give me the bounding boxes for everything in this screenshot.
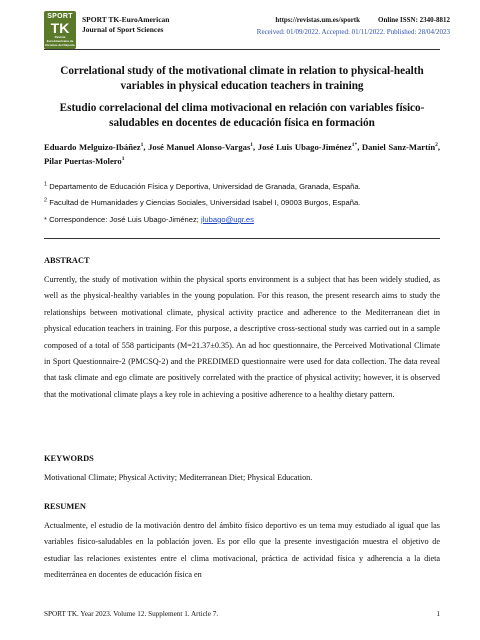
author-affiliation-mark: 1 bbox=[250, 142, 254, 149]
resumen-text: Actualmente, el estudio de la motivación dentro del ámbito físico deportivo es un tema muy estudiado al igual que las variables físico-saludables en la población joven. Es por ello que la presente investigación muestra el objetivo de estudiar las relaciones existentes entre el clima motivacional, práctica de actividad física y adherencia a la dieta mediterránea en docentes de educación física en bbox=[44, 521, 440, 580]
correspondence-label: * Correspondence: José Luis Ubago-Jiménez; bbox=[44, 215, 199, 224]
journal-name-line2: Journal of Sport Sciences bbox=[82, 25, 164, 34]
article-dates: Received: 01/09/2022. Accepted: 01/11/2022. Published: 28/04/2023 bbox=[256, 28, 450, 36]
footer-citation: SPORT TK. Year 2023. Volume 12. Supplement 1. Article 7. bbox=[44, 610, 219, 618]
title-spanish: Estudio correlacional del clima motivacional en relación con variables físico-saludables en docentes de educación física en formación bbox=[59, 102, 425, 129]
author-name: Pilar Puertas-Molero bbox=[44, 155, 122, 166]
logo-text-tk: TK bbox=[50, 20, 70, 36]
resumen-heading: RESUMEN bbox=[44, 502, 86, 511]
author-name: Eduardo Melguizo-Ibáñez bbox=[44, 142, 141, 152]
page-footer bbox=[44, 610, 440, 618]
journal-issn: Online ISSN: 2340-8812 bbox=[378, 16, 450, 24]
correspondence-email-link[interactable]: jlubago@ugr.es bbox=[201, 215, 254, 224]
logo-subtitle: Revista EuroAmericana de Ciencias del Deporte bbox=[45, 35, 75, 47]
affiliation-2 bbox=[44, 198, 440, 208]
title-english: Correlational study of the motivational climate in relation to physical-health variables in physical education teachers in training bbox=[60, 65, 424, 92]
author-name: Daniel Sanz-Martín bbox=[361, 142, 436, 152]
journal-meta bbox=[257, 14, 450, 38]
journal-url[interactable]: https://revistas.um.es/sportk bbox=[275, 16, 361, 24]
correspondence bbox=[44, 215, 440, 225]
author-affiliation-mark: 1* bbox=[351, 142, 358, 149]
author-list: Eduardo Melguizo-Ibáñez$^1$, José Manuel Alonso-Vargas$^1$, José Luis Ubago-Jiménez$^{1*}$, Daniel Sanz-Martín$^2$, Pilar Puertas-Molero$^1$ bbox=[44, 142, 441, 166]
author-affiliation-mark: 1 bbox=[121, 155, 125, 162]
keywords-text: Motivational Climate; Physical Activity; Mediterranean Diet; Physical Education. bbox=[44, 473, 313, 482]
author-affiliation-mark: 1 bbox=[140, 142, 144, 149]
abstract-text: Currently, the study of motivation within the physical sports environment is a subject that has been widely studied, as well as the physical-healthy variables in the young population. For this reason, the present research aims to study the relationships between motivational climate, physical activity practice and adherence to the Mediterranean diet in physical education teachers in training. For this purpose, a descriptive cross-sectional study was carried out in a sample composed of a total of 558 participants (M=21.37±0.35). An ad hoc questionnaire, the Perceived Motivational Climate in Sport Questionnaire-2 (PMCSQ-2) and the PREDIMED questionnaire were used for data collection. The data reveal that task climate and ego climate are positively correlated with the practice of physical activity; however, it is observed that the motivational climate plays a key role in achieving a positive adherence to a healthy dietary pattern. bbox=[44, 275, 440, 399]
page-number: 1 bbox=[436, 610, 440, 618]
author-name: José Luis Ubago-Jiménez bbox=[257, 142, 352, 152]
section-rule bbox=[44, 238, 440, 239]
journal-name-line1: SPORT TK-EuroAmerican bbox=[82, 15, 170, 24]
author-name: José Manuel Alonso-Vargas bbox=[148, 142, 251, 152]
abstract-heading: ABSTRACT bbox=[44, 256, 90, 265]
affiliation-number: 2 bbox=[44, 197, 48, 204]
keywords-heading: KEYWORDS bbox=[44, 454, 94, 463]
page-header bbox=[44, 11, 450, 47]
affiliation-text: Facultad de Humanidades y Ciencias Sociales, Universidad Isabel I, 09003 Burgos, España. bbox=[49, 198, 361, 207]
journal-logo bbox=[44, 11, 76, 49]
author-affiliation-mark: 2 bbox=[435, 142, 438, 149]
affiliation-1 bbox=[44, 182, 440, 192]
logo-text-sport: SPORT bbox=[47, 13, 73, 20]
journal-name bbox=[82, 15, 169, 35]
affiliation-number: 1 bbox=[44, 181, 48, 188]
affiliation-text: Departamento de Educación Física y Deportiva, Universidad de Granada, Granada, España. bbox=[49, 182, 361, 191]
header-rule bbox=[44, 49, 440, 50]
